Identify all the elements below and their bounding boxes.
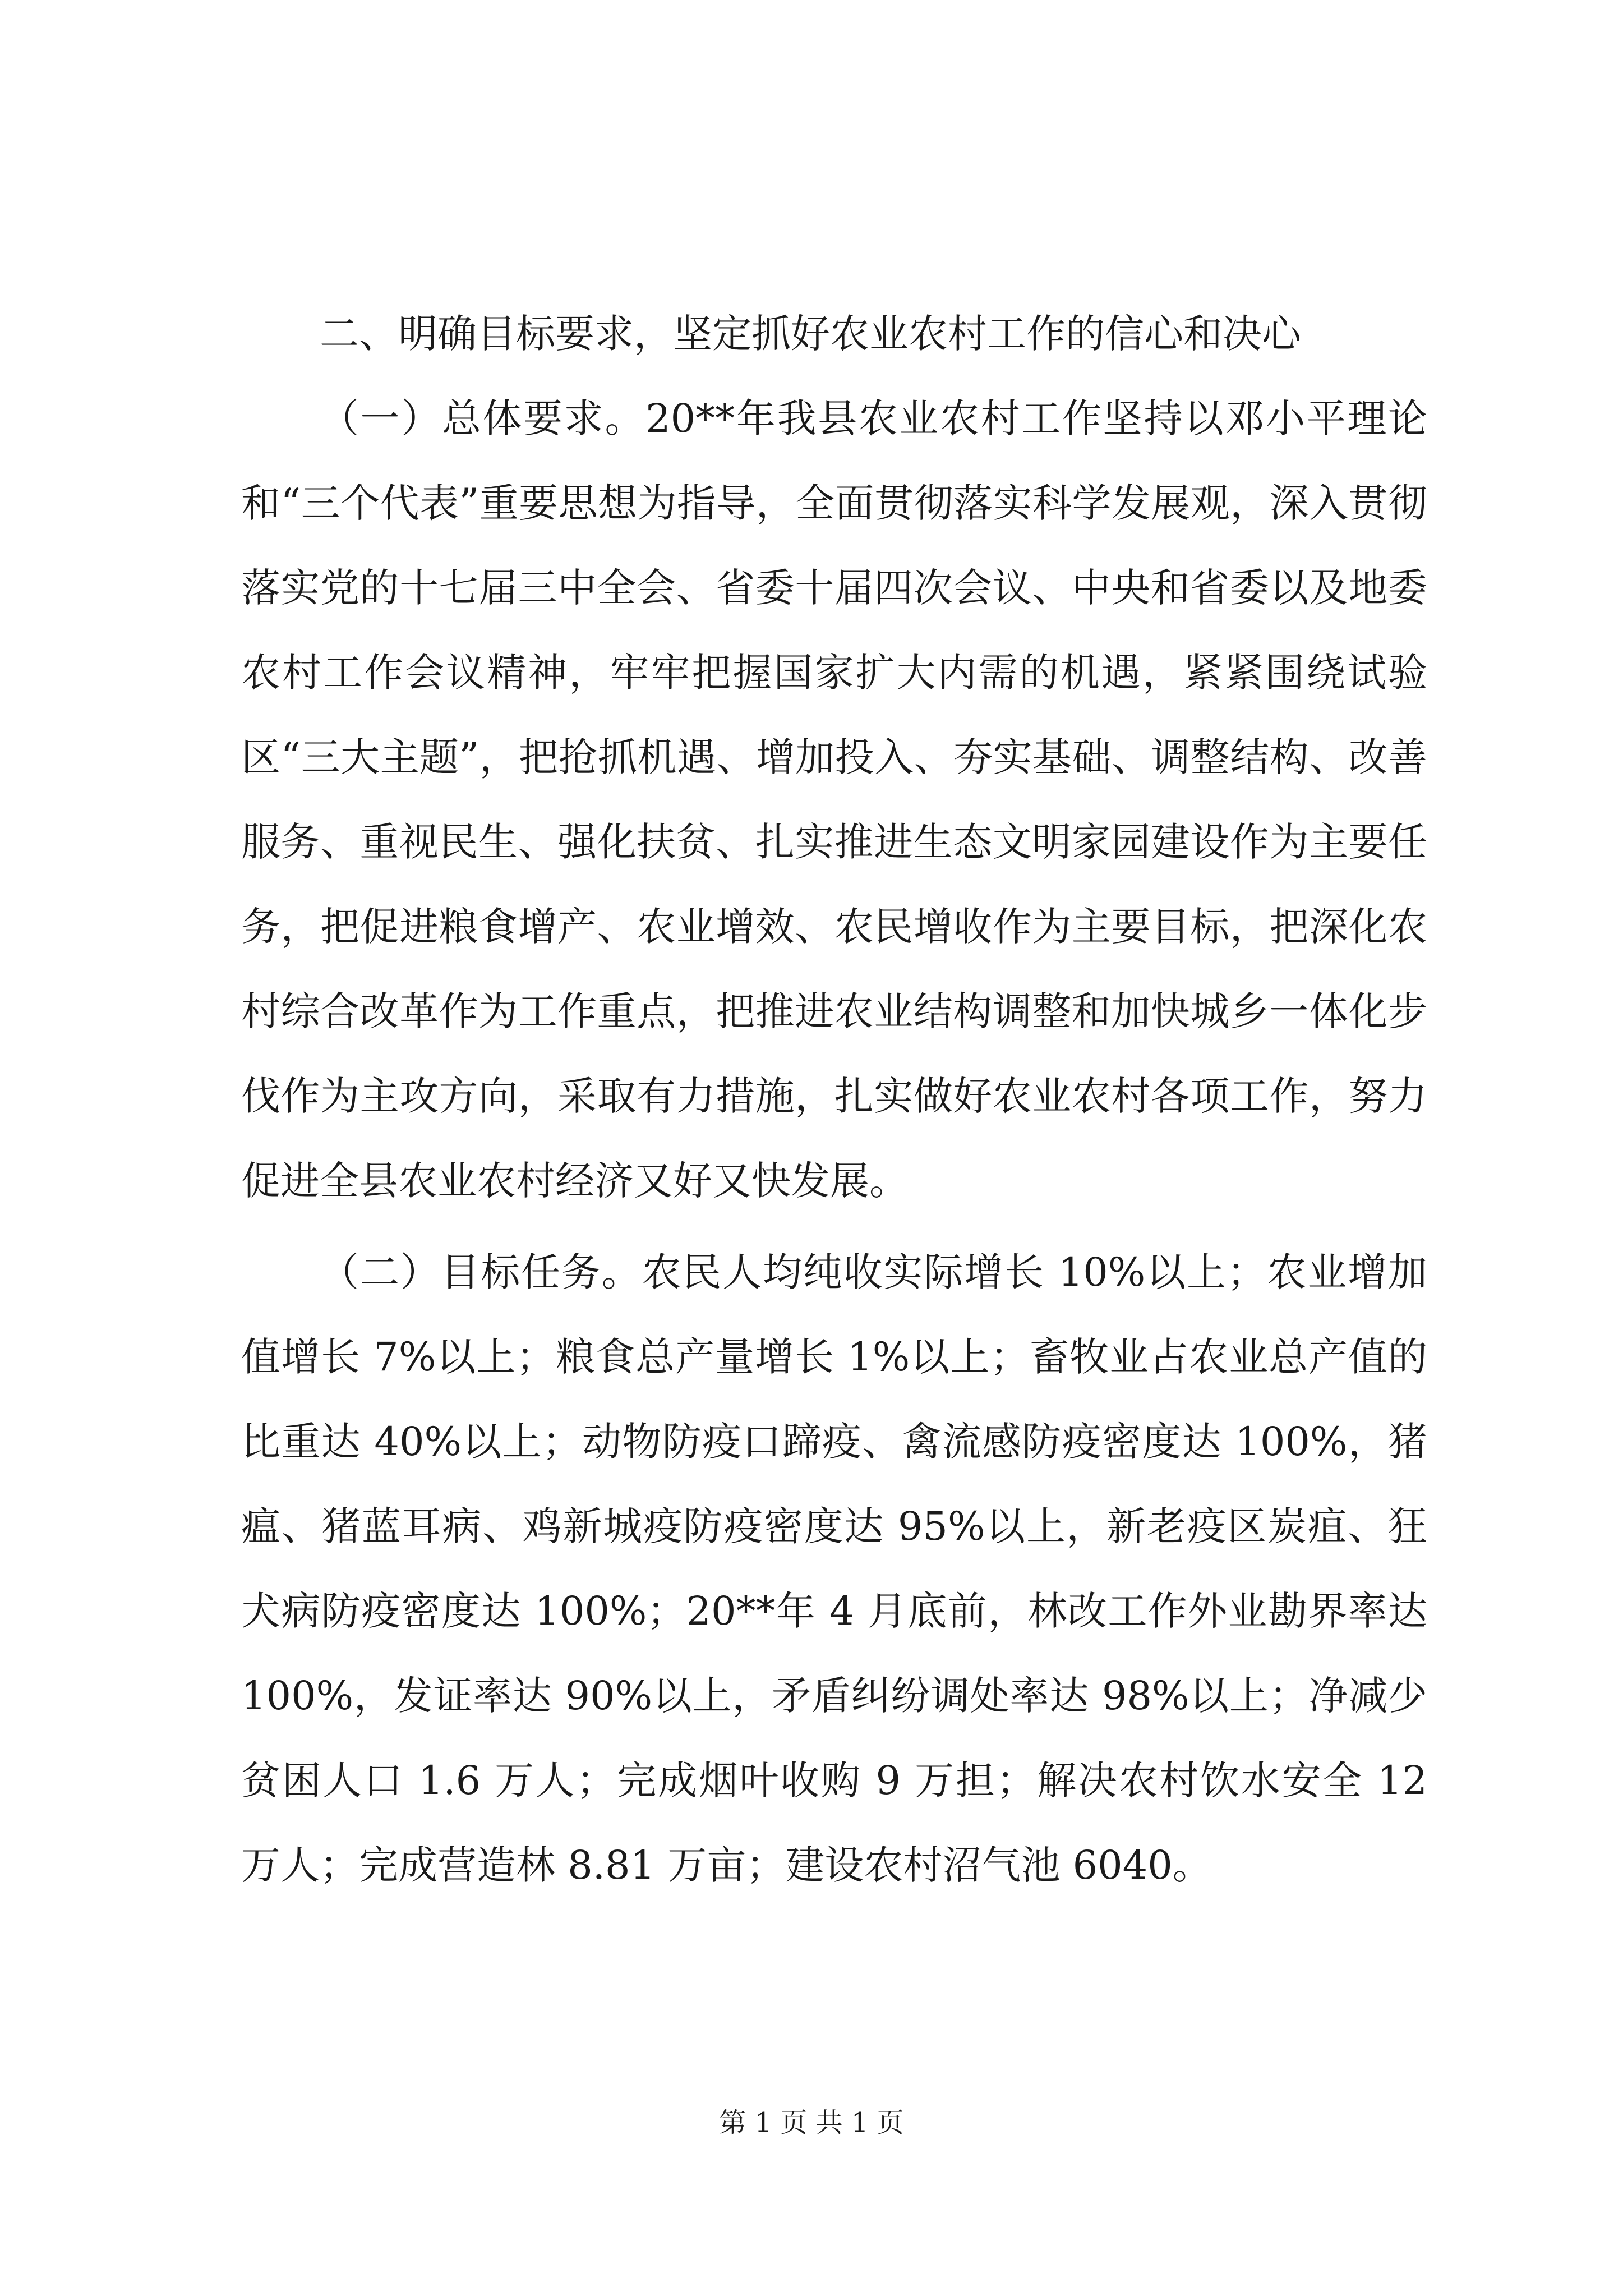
paragraph-target-tasks: （二）目标任务。农民人均纯收实际增长 10%以上；农业增加值增长 7%以上；粮食总产量增长 1%以上；畜牧业占农业总产值的比重达 40%以上；动物防疫口蹄疫、禽流感防疫密度达 100%，猪瘟、猪蓝耳病、鸡新城疫防疫密度达 95%以上，新老疫区炭疽、狂犬病防疫密度达 100%；20**年 4 月底前，林改工作外业勘界率达 100%，发证率达 90%以上，矛盾纠纷调处率达 98%以上；净减少贫困人口 1.6 万人；完成烟叶收购 9 万担；解决农村饮水安全 12 万人；完成营造林 8.81 万亩；建设农村沼气池 6040。 bbox=[241, 1249, 1427, 1888]
section-heading: 二、明确目标要求，坚定抓好农业农村工作的信心和决心 bbox=[320, 311, 1301, 357]
page-footer: 第 1 页 共 1 页 bbox=[719, 2107, 904, 2138]
document-body bbox=[241, 292, 1427, 1908]
paragraph-overall-requirements: （一）总体要求。20**年我县农业农村工作坚持以邓小平理论和“三个代表”重要思想为指导，全面贯彻落实科学发展观，深入贯彻落实党的十七届三中全会、省委十届四次会议、中央和省委以及地委农村工作会议精神，牢牢把握国家扩大内需的机遇，紧紧围绕试验区“三大主题”，把抢抓机遇、增加投入、夯实基础、调整结构、改善服务、重视民生、强化扶贫、扎实推进生态文明家园建设作为主要任务，把促进粮食增产、农业增效、农民增收作为主要目标，把深化农村综合改革作为工作重点，把推进农业结构调整和加快城乡一体化步伐作为主攻方向，采取有力措施，扎实做好农业农村各项工作，努力促进全县农业农村经济又好又快发展。 bbox=[241, 395, 1427, 1204]
